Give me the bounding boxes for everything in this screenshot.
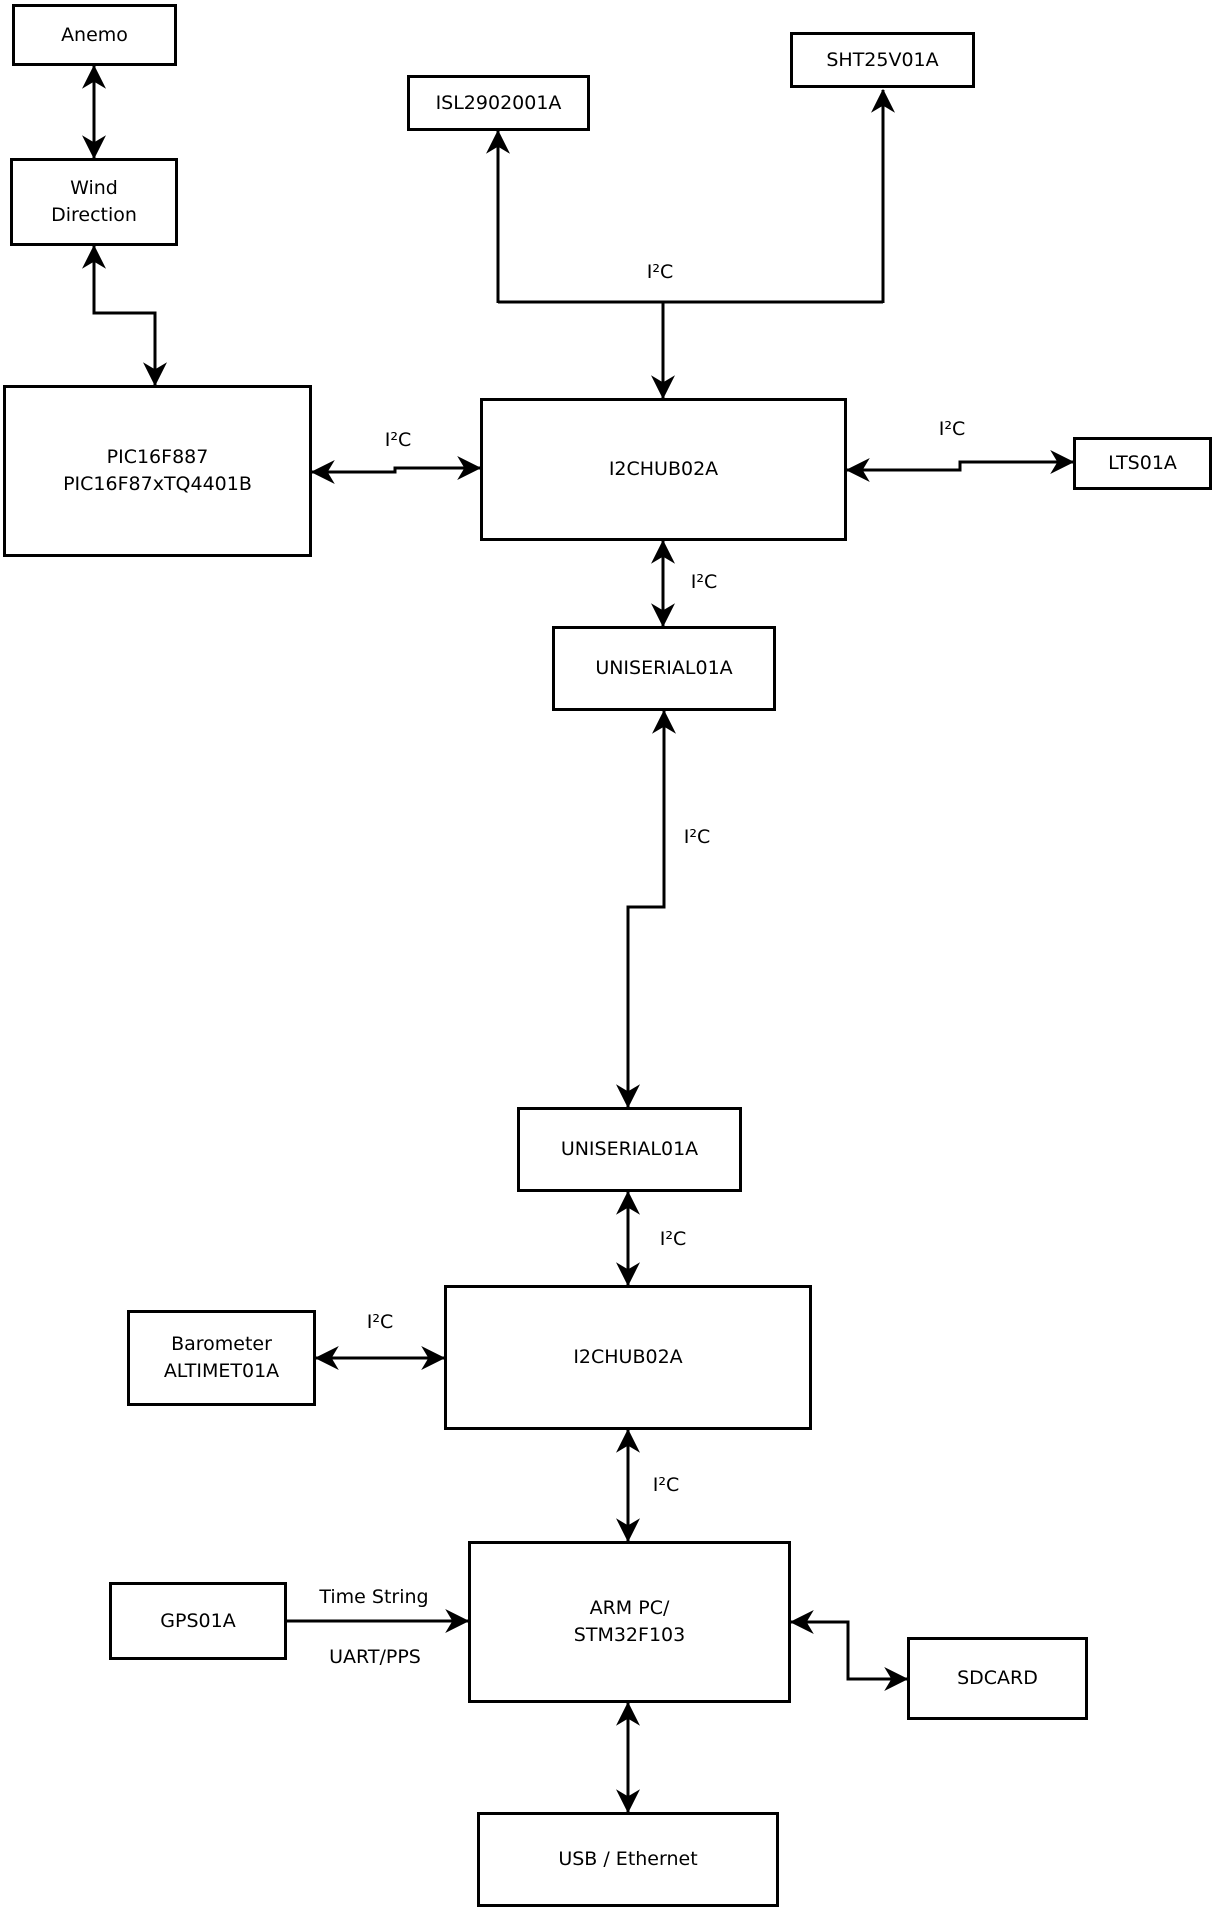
node-i2chub02a-bottom — [444, 1285, 812, 1430]
node-wind-direction — [10, 158, 178, 246]
node-armpc-line2: STM32F103 — [573, 1624, 686, 1646]
edge-wind-direction-pic — [94, 246, 155, 385]
node-usb-ethernet-label: USB / Ethernet — [558, 1848, 698, 1871]
node-uniserial01a-lower-label: UNISERIAL01A — [560, 1138, 699, 1161]
edge-label-uart-pps: UART/PPS — [329, 1646, 421, 1668]
node-pic16f887-line1: PIC16F887 — [106, 446, 209, 469]
edge-label-time-string: Time String — [319, 1586, 429, 1608]
edge-label-i2c-pic-hub1: I²C — [384, 429, 412, 451]
node-gps01a — [109, 1582, 287, 1660]
node-usb-ethernet — [477, 1812, 779, 1907]
node-sdcard-label: SDCARD — [957, 1667, 1038, 1690]
node-wind-direction-line2: Direction — [51, 204, 137, 226]
node-sht25v01a — [790, 32, 975, 88]
node-pic16f887-line2: PIC16F87xTQ4401B — [63, 473, 252, 495]
node-barometer-line1: Barometer — [171, 1333, 272, 1356]
node-lts01a-label: LTS01A — [1108, 452, 1177, 475]
node-armpc-line1: ARM PC/ — [589, 1597, 670, 1620]
node-lts01a — [1073, 437, 1212, 490]
edge-label-i2c-uniserial1-uniserial2: I²C — [683, 826, 711, 848]
node-wind-direction-line1: Wind — [70, 177, 118, 200]
edge-label-i2c-hub1-lts: I²C — [938, 418, 966, 440]
edge-label-i2c-hub2-armpc: I²C — [652, 1474, 680, 1496]
node-gps01a-label: GPS01A — [160, 1609, 236, 1632]
node-uniserial01a-upper-label: UNISERIAL01A — [595, 657, 733, 680]
node-pic16f887 — [3, 385, 312, 557]
edge-armpc-sdcard — [791, 1622, 907, 1679]
node-barometer-altimet01a — [127, 1310, 316, 1406]
node-uniserial01a-lower — [517, 1107, 742, 1192]
node-anemo-label: Anemo — [61, 23, 128, 46]
node-isl2902001a — [407, 75, 590, 131]
node-armpc-stm32f103 — [468, 1541, 791, 1703]
edge-pic-hub1 — [312, 468, 480, 472]
node-i2chub02a-top-label: I2CHUB02A — [608, 458, 719, 481]
node-i2chub02a-top — [480, 398, 847, 541]
node-anemo — [12, 4, 177, 66]
edge-hub1-lts — [847, 462, 1073, 470]
edge-label-i2c-hub1-uniserial1: I²C — [690, 571, 718, 593]
node-sdcard — [907, 1637, 1088, 1720]
node-i2chub02a-bottom-label: I2CHUB02A — [573, 1346, 683, 1369]
edge-uniserial1-uniserial2 — [628, 711, 664, 1107]
node-barometer-line2: ALTIMET01A — [163, 1360, 280, 1382]
edge-label-i2c-uniserial2-hub2: I²C — [659, 1228, 687, 1250]
node-isl2902001a-label: ISL2902001A — [435, 91, 562, 114]
node-uniserial01a-upper — [552, 626, 776, 711]
node-sht25v01a-label: SHT25V01A — [826, 48, 939, 71]
edge-label-i2c-barometer-hub2: I²C — [366, 1311, 394, 1333]
edge-label-i2c-top-bus: I²C — [646, 261, 674, 283]
